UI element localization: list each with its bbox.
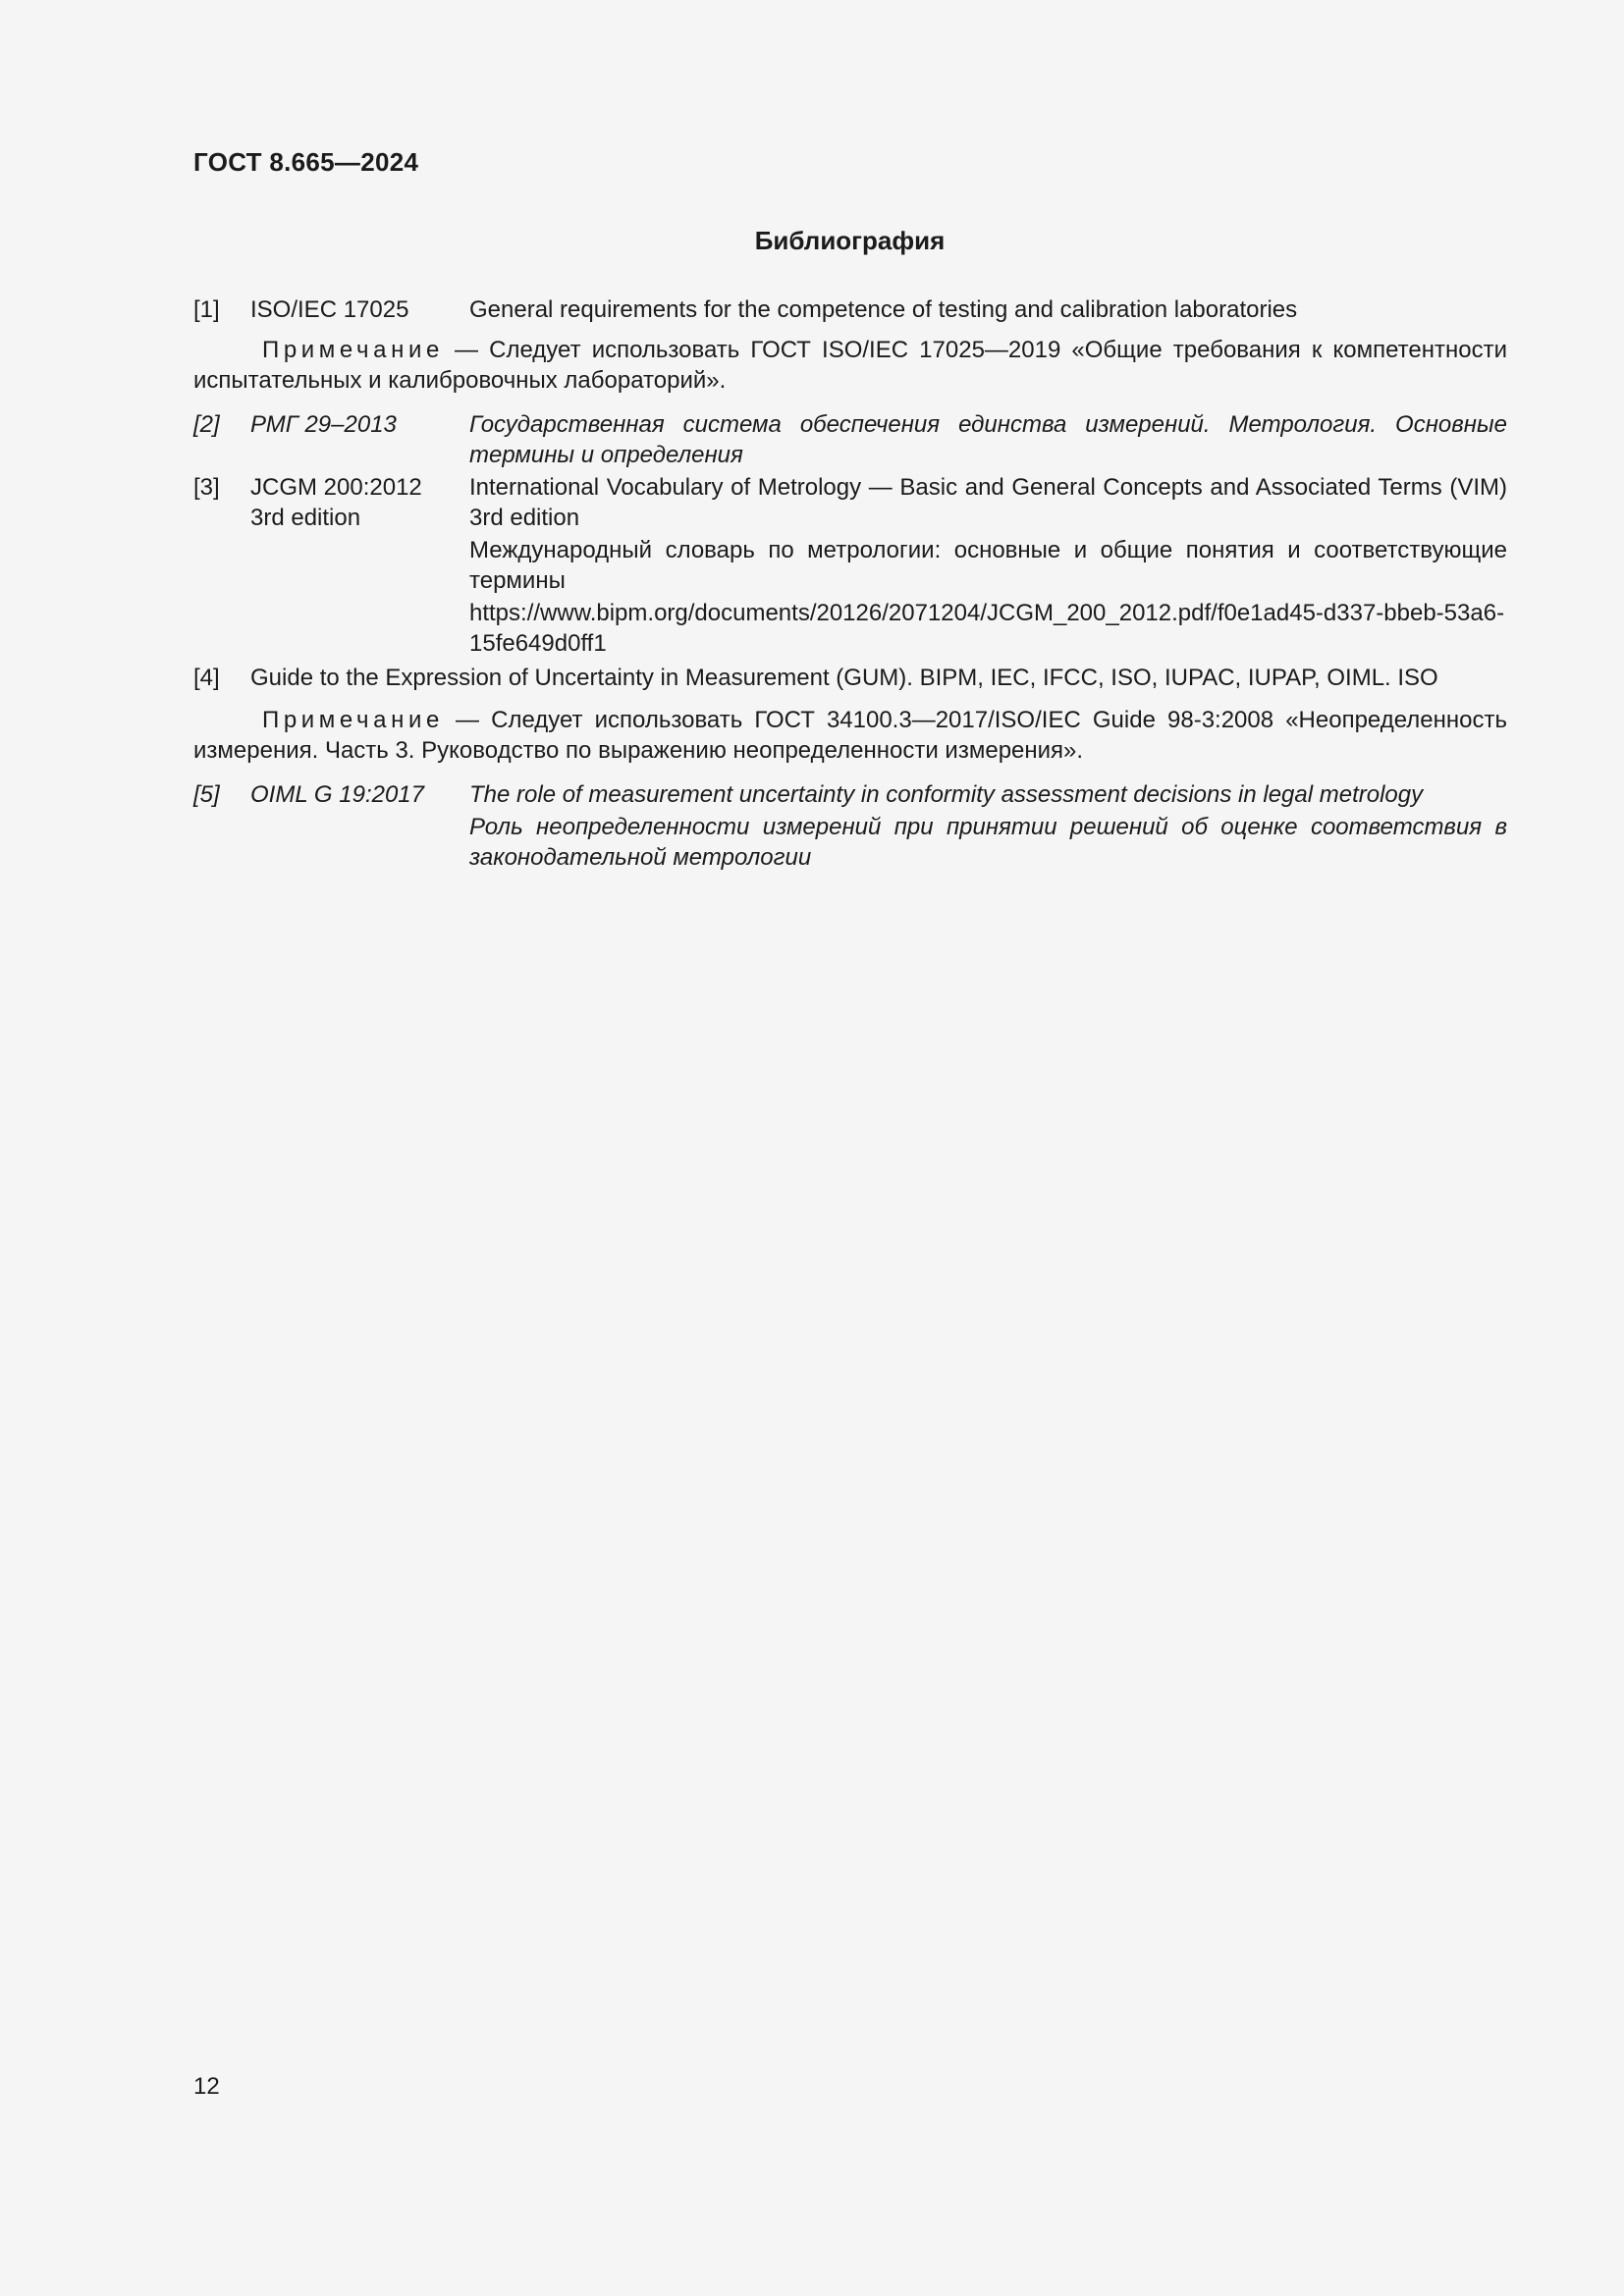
entry-title: Государственная система обеспечения единства измерений. Метрология. Основные термины и определения — [469, 411, 1507, 468]
note-1 — [193, 335, 1507, 396]
note-text: — Следует использовать ГОСТ 34100.3—2017/ISO/IEC Guide 98-3:2008 «Неопределенность измерения. Часть 3. Руководство по выражению неопределенности измерения». — [193, 707, 1507, 764]
note-label: Примечание — [262, 337, 444, 363]
entry-number: [5] — [193, 781, 220, 808]
document-code: ГОСТ 8.665—2024 — [193, 147, 419, 177]
bibliography-entry-3 — [193, 472, 1507, 659]
entry-code-line: JCGM 200:2012 — [250, 474, 422, 501]
bibliography-entry-5 — [193, 779, 1507, 873]
entry-description — [469, 472, 1507, 659]
entry-description — [469, 409, 1507, 470]
entry-title: International Vocabulary of Metrology — Basic and General Concepts and Associated Terms (VIM) 3rd edition — [469, 474, 1507, 531]
page-number: 12 — [193, 2073, 220, 2100]
note-label: Примечание — [262, 707, 444, 733]
entry-description — [469, 294, 1507, 325]
entry-title: The role of measurement uncertainty in conformity assessment decisions in legal metrology — [469, 781, 1424, 808]
bibliography-list — [193, 294, 1507, 875]
note-text: — Следует использовать ГОСТ ISO/IEC 17025—2019 «Общие требования к компетентности испытательных и калибровочных лабораторий». — [193, 337, 1507, 394]
entry-url[interactable]: https://www.bipm.org/documents/20126/2071204/JCGM_200_2012.pdf/f0e1ad45-d337-bbeb-53a6-15fe649d0ff1 — [469, 600, 1505, 657]
entry-title: Guide to the Expression of Uncertainty in Measurement (GUM). BIPM, IEC, IFCC, ISO, IUPAC, IUPAP, OIML. ISO — [250, 665, 1438, 691]
entry-code: РМГ 29–2013 — [250, 411, 397, 438]
entry-number: [2] — [193, 411, 220, 438]
entry-title-translation: Международный словарь по метрологии: основные и общие понятия и соответствующие термины — [469, 537, 1507, 594]
bibliography-entry-4 — [193, 663, 1507, 693]
entry-code: OIML G 19:2017 — [250, 781, 424, 808]
entry-description — [469, 779, 1507, 873]
entry-code-edition: 3rd edition — [250, 505, 361, 531]
note-2 — [193, 705, 1507, 766]
bibliography-entry-2 — [193, 409, 1507, 470]
bibliography-entry-1 — [193, 294, 1507, 325]
entry-title-translation: Роль неопределенности измерений при принятии решений об оценке соответствия в законодательной метрологии — [469, 814, 1507, 871]
section-title: Библиография — [754, 226, 946, 255]
entry-title: General requirements for the competence of testing and calibration laboratories — [469, 296, 1298, 323]
entry-number: [4] — [193, 665, 220, 691]
entry-code: ISO/IEC 17025 — [250, 296, 409, 323]
entry-number: [3] — [193, 474, 220, 501]
entry-number: [1] — [193, 296, 220, 323]
entry-code — [250, 472, 469, 533]
